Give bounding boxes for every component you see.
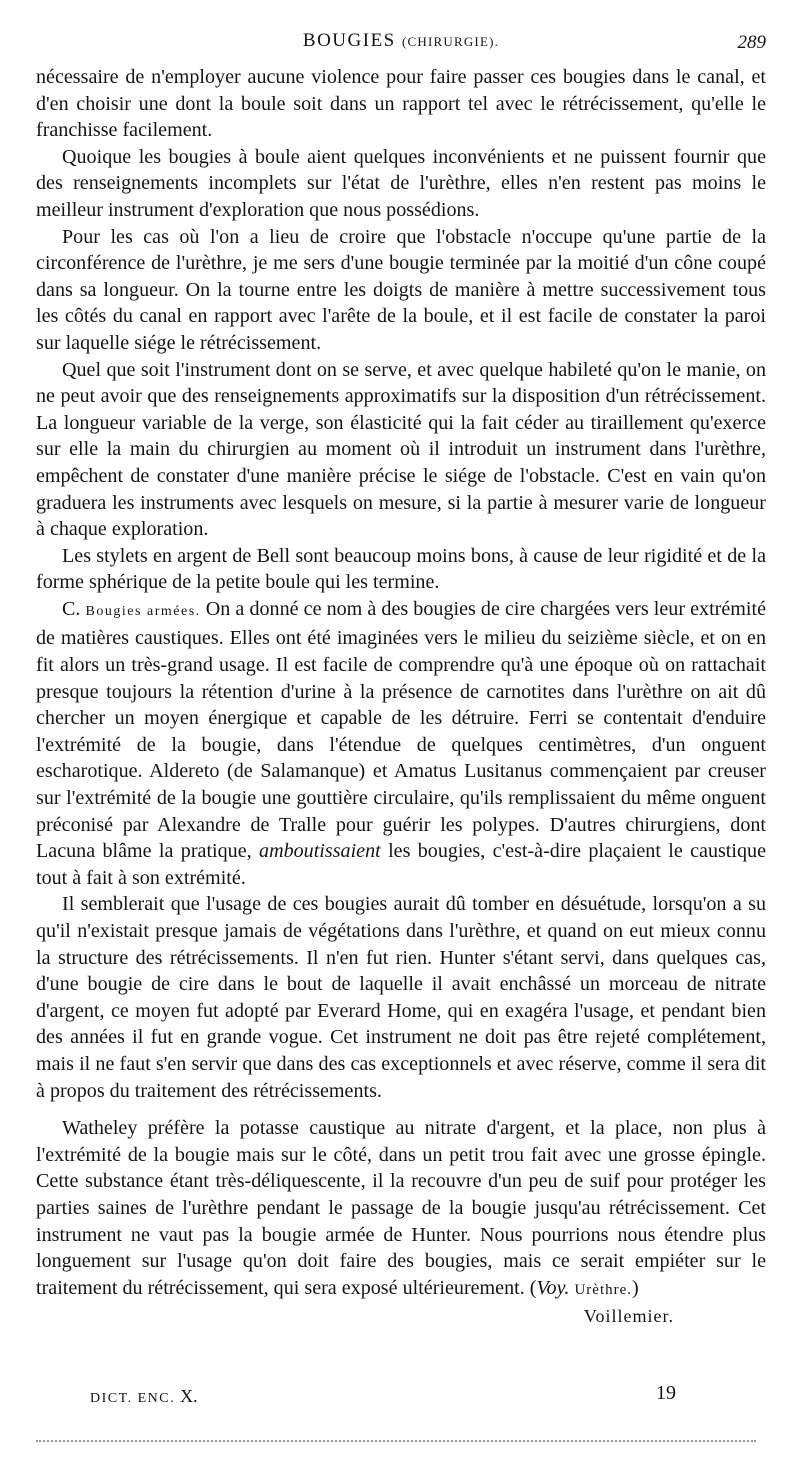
header-subtitle: (CHIRURGIE). [402,34,500,49]
signature-mark: 19 [656,1382,676,1404]
header-title: BOUGIES [302,30,396,51]
section-letter: C. [62,597,81,620]
cross-reference-target: Urèthre. [574,1281,633,1298]
author-signature: Voillemier. [583,1306,674,1327]
paragraph-boule: Quoique les bougies à boule aient quelques inconvénients et ne puissent fournir que des renseignements incomplets sur l'état de l'urèthre, elles n'en restent pas moins le meilleur instrument d'exploration que nous possédions. [36,145,766,221]
footer-volume: X. [180,1386,198,1406]
paragraph-continuation: nécessaire de n'employer aucune violence pour faire passer ces bougies dans le canal, et d'en choisir une dont la boule soit dans un rapport tel avec le rétrécissement, qu'elle le franchisse facilement. [36,66,766,142]
paragraph-bougies-armees [36,596,766,892]
footer-imprint [90,1386,198,1407]
armees-italic-term: amboutissaient [259,840,381,863]
paragraph-stylets: Les stylets en argent de Bell sont beaucoup moins bons, à cause de leur rigidité et de la forme sphérique de la petite boule qui les termine. [36,544,766,594]
footer-dict: DICT. ENC. [90,1391,176,1406]
page-number: 289 [737,32,766,53]
running-head [36,30,766,56]
body-text [36,64,766,1330]
section-heading: Bougies armées. [85,603,201,619]
cross-reference: (Voy. Urèthre.) [529,1276,639,1299]
paragraph-instrument: Quel que soit l'instrument dont on se serve, et avec quelque habileté qu'on le manie, on ne peut avoir que des renseignements approximatifs sur la disposition d'un rétrécissement. La longueur variable de la verge, son élasticité qui la fait céder au tiraillement qu'exerce sur elle la main du chirurgien au moment où il introduit un instrument dans l'urèthre, empêchent de constater d'une manière précise le siége de l'obstacle. C'est en vain qu'on graduera les instruments avec lesquels on mesure, si la partie à mesurer varie de longueur à chaque exploration. [36,358,766,541]
page-footer [90,1382,690,1412]
cross-reference-voy: Voy. [536,1276,570,1299]
watheley-text: Watheley préfère la potasse caustique au nitrate d'argent, et la place, non plus à l'extrémité de la bougie mais sur le côté, dans un petit trou fait avec une grosse épingle. Cette substance étant très-déliquescente, il la recouvre d'un peu de suif pour protéger les parties saines de l'urèthre pendant le passage de la bougie jusqu'au rétrécissement. Cet instrument ne vaut pas la bougie armée de Hunter. Nous pourrions nous étendre plus longuement sur l'usage qu'on doit faire des bougies, mais ce serait empiéter sur le traitement du rétrécissement, qui sera exposé ultérieurement. [36,1117,766,1299]
bottom-dotted-rule [36,1440,756,1442]
paragraph-watheley [36,1115,766,1327]
running-title [36,30,766,52]
armees-text-end: les bougies, c'est-à-dire plaçaient le caustique tout à fait à son extrémité. [36,840,766,889]
paragraph-hunter: Il semblerait que l'usage de ces bougies aurait dû tomber en désuétude, lorsqu'on a su qu'il n'existait presque jamais de végétations dans l'urèthre, et quand on eut mieux connu la structure des rétrécissements. Il n'en fut rien. Hunter s'étant servi, dans quelques cas, d'une bougie de cire dans le bout de laquelle il avait enchâssé un morceau de nitrate d'argent, ce moyen fut adopté par Everard Home, qui en exagéra l'usage, et pendant bien des années il fut en grande vogue. Cet instrument ne doit pas être rejeté complétement, mais il ne faut s'en servir que dans des cas exceptionnels et avec réserve, comme il sera dit à propos du traitement des rétrécissements. [36,893,766,1102]
paragraph-cone: Pour les cas où l'on a lieu de croire que l'obstacle n'occupe qu'une partie de la circonférence de l'urèthre, je me sers d'une bougie terminée par la moitié d'un cône coupé dans sa longueur. On la tourne entre les doigts de manière à mettre successivement tous les côtés du canal en rapport avec l'arête de la boule, et il est facile de constater la paroi sur laquelle siége le rétrécissement. [36,225,766,354]
armees-text: On a donné ce nom à des bougies de cire chargées vers leur extrémité de matières caustiques. Elles ont été imaginées vers le milieu du seizième siècle, et on en fit alors un très-grand usage. Il est facile de comprendre qu'à une époque où on rattachait presque toujours la rétention d'urine à la présence de carnotites dans l'urèthre on ait dû chercher un moyen énergique et capable de les détruire. Ferri se contentait d'enduire l'extrémité de la bougie, dans l'étendue de quelques centimètres, d'un onguent escharotique. Aldereto (de Salamanque) et Amatus Lusitanus commençaient par creuser sur l'extrémité de la bougie une gouttière circulaire, qu'ils remplissaient du même onguent préconisé par Alexandre de Tralle pour guérir les polypes. D'autres chirurgiens, dont Lacuna blâme la pratique, [36,597,766,863]
